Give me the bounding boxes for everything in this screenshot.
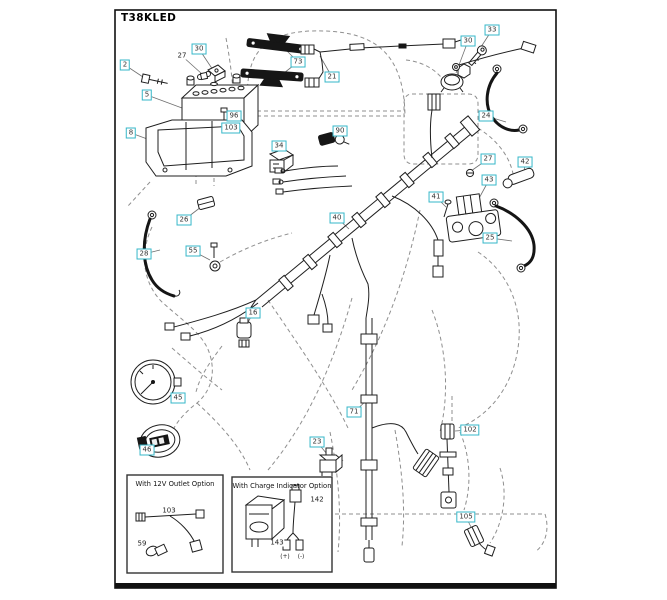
callout-33: 33 [485, 25, 500, 36]
callout-102: 102 [460, 425, 479, 436]
callout-27: 27 [177, 51, 187, 60]
callout-103: 103 [221, 123, 240, 134]
callout-24: 24 [479, 111, 494, 122]
callout-16: 16 [246, 308, 261, 319]
callout-30: 30 [461, 36, 476, 47]
callout-103: 103 [162, 506, 176, 515]
callout-45: 45 [171, 393, 186, 404]
callout-43: 43 [482, 175, 497, 186]
callout-30: 30 [192, 44, 207, 55]
callout-minus: (-) [297, 554, 305, 561]
callout-73: 73 [291, 57, 306, 68]
callout-71: 71 [347, 407, 362, 418]
callout-27: 27 [481, 154, 496, 165]
solenoid-nut [466, 169, 473, 176]
callout-25: 25 [483, 233, 498, 244]
callout-143: 143 [270, 538, 284, 547]
callout-90: 90 [333, 126, 348, 137]
callout-8: 8 [126, 128, 136, 139]
callout-59: 59 [137, 539, 147, 548]
interlock-switch [237, 318, 251, 347]
callout-5: 5 [142, 90, 152, 101]
callout-2: 2 [120, 60, 130, 71]
callout-41: 41 [429, 192, 444, 203]
option-box-charge-title: With Charge Indicator Option [232, 482, 332, 490]
callout-42: 42 [518, 157, 533, 168]
callout-105: 105 [456, 512, 475, 523]
option-box-12v [127, 475, 223, 573]
callout-142: 142 [310, 495, 324, 504]
page-border-bottom [115, 583, 556, 588]
callout-40: 40 [330, 213, 345, 224]
callout-26: 26 [177, 215, 192, 226]
callout-23: 23 [310, 437, 325, 448]
callout-plus: (+) [280, 554, 290, 561]
option-box-12v-title: With 12V Outlet Option [135, 480, 215, 488]
callout-28: 28 [137, 249, 152, 260]
callout-21: 21 [325, 72, 340, 83]
callout-96: 96 [227, 111, 242, 122]
callout-55: 55 [186, 246, 201, 257]
callout-34: 34 [272, 141, 287, 152]
diagram-title: T38KLED [121, 12, 177, 24]
callout-46: 46 [140, 445, 155, 456]
